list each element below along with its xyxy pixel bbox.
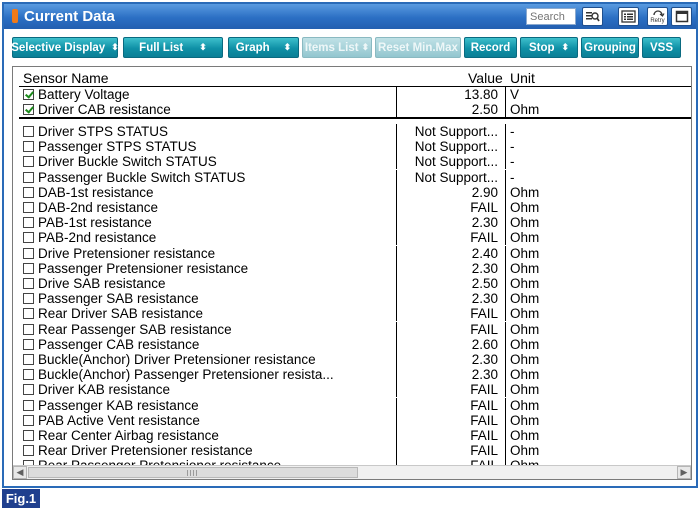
search-list-icon[interactable] — [582, 7, 603, 26]
column-divider — [505, 428, 506, 443]
row-checkbox[interactable] — [23, 324, 34, 335]
table-row[interactable] — [13, 413, 691, 428]
table-row[interactable] — [13, 154, 691, 169]
vss-button[interactable] — [642, 37, 681, 58]
sensor-name: Passenger STPS STATUS — [38, 139, 197, 155]
vss-label: VSS — [649, 41, 673, 54]
row-checkbox-checked[interactable] — [23, 89, 34, 100]
window-icon[interactable] — [671, 7, 692, 26]
title-bar — [4, 4, 696, 29]
scrollbar-thumb[interactable] — [28, 467, 358, 478]
sensor-name: Rear Passenger SAB resistance — [38, 321, 232, 337]
column-divider — [505, 398, 506, 413]
sensor-value: FAIL — [470, 306, 498, 322]
header-value[interactable]: Value — [468, 70, 503, 86]
sensor-value: 2.30 — [471, 367, 498, 383]
row-checkbox[interactable] — [23, 430, 34, 441]
column-divider — [505, 367, 506, 382]
sensor-name: Passenger KAB resistance — [38, 397, 199, 413]
sensor-unit: Ohm — [510, 184, 540, 200]
graph-label: Graph — [235, 41, 270, 54]
table-row[interactable] — [13, 215, 691, 230]
table-row[interactable] — [13, 230, 691, 245]
sensor-unit: Ohm — [510, 291, 540, 307]
table-row[interactable] — [13, 352, 691, 367]
sensor-unit: Ohm — [510, 215, 540, 231]
row-checkbox[interactable] — [23, 415, 34, 426]
sensor-value: FAIL — [470, 230, 498, 246]
sensor-name: Drive SAB resistance — [38, 276, 166, 291]
sensor-value: Not Support... — [414, 169, 498, 185]
row-checkbox[interactable] — [23, 126, 34, 137]
column-divider — [505, 306, 506, 321]
sensor-value: Not Support... — [414, 154, 498, 170]
row-checkbox[interactable] — [23, 339, 34, 350]
row-checkbox[interactable] — [23, 217, 34, 228]
row-checkbox[interactable] — [23, 384, 34, 395]
sensor-unit: Ohm — [510, 412, 540, 428]
sensor-value: Not Support... — [414, 139, 498, 155]
row-checkbox[interactable] — [23, 400, 34, 411]
sensor-value: 2.30 — [471, 260, 498, 276]
sensor-value: 2.60 — [471, 336, 498, 352]
sensor-value: 2.30 — [471, 215, 498, 231]
sensor-name: Rear Driver SAB resistance — [38, 306, 204, 322]
retry-icon[interactable] — [647, 7, 668, 26]
sensor-unit: - — [510, 154, 515, 170]
sensor-unit: Ohm — [510, 367, 540, 383]
table-row[interactable] — [13, 443, 691, 458]
column-divider — [505, 139, 506, 154]
row-checkbox[interactable] — [23, 369, 34, 380]
row-checkbox[interactable] — [23, 278, 34, 289]
sensor-name: Buckle(Anchor) Passenger Pretensioner resista... — [38, 367, 334, 383]
table-row[interactable] — [13, 337, 691, 352]
record-button[interactable] — [464, 37, 517, 58]
column-divider — [505, 230, 506, 245]
scroll-right-icon[interactable]: ▶ — [677, 466, 691, 479]
stop-button[interactable] — [520, 37, 578, 58]
sensor-data-table — [12, 66, 692, 480]
sensor-unit: Ohm — [510, 428, 540, 443]
column-divider — [505, 154, 506, 169]
row-checkbox[interactable] — [23, 156, 34, 167]
sensor-value: 2.50 — [471, 102, 498, 117]
sensor-name: PAB-1st resistance — [38, 215, 152, 231]
table-row[interactable] — [13, 124, 691, 139]
row-checkbox[interactable] — [23, 202, 34, 213]
sensor-unit: Ohm — [510, 230, 540, 246]
sensor-name: Passenger SAB resistance — [38, 291, 199, 307]
selective-display-button[interactable] — [12, 37, 118, 58]
sensor-value: FAIL — [470, 397, 498, 413]
table-row[interactable] — [13, 185, 691, 200]
graph-button[interactable] — [228, 37, 299, 58]
horizontal-scrollbar[interactable] — [13, 465, 691, 479]
column-divider — [505, 337, 506, 352]
column-divider — [505, 246, 506, 261]
column-divider — [505, 124, 506, 139]
toolbar — [12, 37, 692, 59]
sensor-name: Rear Driver Pretensioner resistance — [38, 443, 253, 459]
search-input[interactable] — [526, 8, 576, 25]
retry-label: Retry — [650, 18, 665, 24]
column-divider — [505, 322, 506, 337]
table-row[interactable] — [13, 200, 691, 215]
sensor-value: FAIL — [470, 412, 498, 428]
sensor-name: Driver CAB resistance — [38, 102, 171, 117]
column-divider — [505, 382, 506, 397]
sensor-name: DAB-2nd resistance — [38, 200, 159, 215]
table-row[interactable] — [13, 170, 691, 185]
app-marker-icon — [12, 9, 18, 23]
column-divider — [505, 215, 506, 230]
table-row[interactable] — [13, 261, 691, 276]
full-list-label: Full List — [139, 41, 184, 54]
reset-minmax-button[interactable] — [375, 37, 461, 58]
header-unit[interactable]: Unit — [510, 70, 535, 86]
row-checkbox[interactable] — [23, 293, 34, 304]
row-checkbox[interactable] — [23, 172, 34, 183]
grip-icon — [187, 470, 199, 476]
sensor-name: Drive Pretensioner resistance — [38, 245, 216, 261]
sensor-unit: - — [510, 169, 515, 185]
items-list-label: Items List — [304, 41, 359, 54]
row-checkbox[interactable] — [23, 263, 34, 274]
updown-icon: ⬍ — [111, 42, 119, 52]
row-checkbox[interactable] — [23, 141, 34, 152]
row-checkbox[interactable] — [23, 248, 34, 259]
full-list-button[interactable] — [123, 37, 223, 58]
table-row[interactable] — [13, 367, 691, 382]
sensor-name: PAB-2nd resistance — [38, 230, 157, 246]
sensor-name: Driver STPS STATUS — [38, 124, 169, 139]
sensor-name: Driver Buckle Switch STATUS — [38, 154, 217, 170]
column-divider — [505, 443, 506, 458]
sensor-value: 2.50 — [471, 276, 498, 291]
sensor-value: FAIL — [470, 382, 498, 398]
sensor-value: FAIL — [470, 321, 498, 337]
updown-icon: ⬍ — [361, 42, 370, 52]
table-row[interactable] — [13, 428, 691, 443]
grouping-label: Grouping — [584, 41, 636, 54]
selection-divider — [19, 117, 691, 119]
column-divider — [505, 185, 506, 200]
sensor-value: FAIL — [470, 428, 498, 443]
updown-icon: ⬍ — [561, 42, 570, 52]
sensor-unit: V — [510, 87, 520, 102]
updown-icon: ⬍ — [283, 42, 292, 52]
sensor-name: Driver KAB resistance — [38, 382, 171, 398]
column-divider — [505, 261, 506, 276]
sensor-unit: Ohm — [510, 336, 540, 352]
sensor-unit: Ohm — [510, 245, 540, 261]
sensor-name: Passenger Pretensioner resistance — [38, 260, 249, 276]
column-divider — [505, 102, 506, 117]
stop-label: Stop — [528, 41, 555, 54]
column-divider — [505, 87, 506, 102]
figure-label: Fig.1 — [2, 489, 40, 508]
table-row[interactable] — [13, 139, 691, 154]
items-list-button[interactable] — [302, 37, 372, 58]
table-row[interactable] — [13, 382, 691, 397]
sensor-unit: Ohm — [510, 102, 540, 117]
sensor-value: 2.30 — [471, 291, 498, 307]
sensor-unit: Ohm — [510, 443, 540, 459]
row-checkbox-checked[interactable] — [23, 104, 34, 115]
table-row[interactable] — [13, 276, 691, 291]
list-view-icon[interactable] — [618, 7, 639, 26]
window-title: Current Data — [24, 8, 115, 25]
row-checkbox[interactable] — [23, 354, 34, 365]
column-divider — [505, 291, 506, 306]
sensor-unit: Ohm — [510, 397, 540, 413]
column-divider — [505, 170, 506, 185]
record-label: Record — [470, 41, 511, 54]
sensor-value: FAIL — [470, 200, 498, 215]
scroll-left-icon[interactable]: ◀ — [13, 466, 27, 479]
row-checkbox[interactable] — [23, 445, 34, 456]
table-row[interactable] — [13, 306, 691, 321]
sensor-name: Rear Center Airbag resistance — [38, 428, 219, 443]
sensor-unit: - — [510, 139, 515, 155]
sensor-value: 2.30 — [471, 352, 498, 367]
table-header — [13, 69, 691, 86]
sensor-unit: Ohm — [510, 260, 540, 276]
sensor-name: Buckle(Anchor) Driver Pretensioner resistance — [38, 352, 316, 367]
table-row[interactable] — [13, 322, 691, 337]
row-checkbox[interactable] — [23, 187, 34, 198]
table-row[interactable] — [13, 87, 691, 102]
reset-minmax-label: Reset Min.Max — [378, 41, 458, 54]
column-divider — [505, 352, 506, 367]
grouping-button[interactable] — [581, 37, 639, 58]
sensor-name: Battery Voltage — [38, 87, 130, 102]
sensor-value: FAIL — [470, 443, 498, 459]
sensor-name: Passenger Buckle Switch STATUS — [38, 169, 246, 185]
column-divider — [505, 200, 506, 215]
sensor-name: DAB-1st resistance — [38, 184, 154, 200]
row-checkbox[interactable] — [23, 232, 34, 243]
sensor-unit: Ohm — [510, 382, 540, 398]
sensor-value: Not Support... — [414, 124, 498, 139]
table-row[interactable] — [13, 246, 691, 261]
sensor-unit: Ohm — [510, 276, 540, 291]
row-checkbox[interactable] — [23, 308, 34, 319]
current-data-window — [2, 2, 698, 488]
column-divider — [505, 276, 506, 291]
table-row[interactable] — [13, 291, 691, 306]
column-divider — [505, 413, 506, 428]
table-row[interactable] — [13, 102, 691, 117]
sensor-unit: Ohm — [510, 306, 540, 322]
sensor-name: Passenger CAB resistance — [38, 336, 200, 352]
sensor-unit: Ohm — [510, 321, 540, 337]
header-sensor-name[interactable]: Sensor Name — [23, 70, 109, 86]
updown-icon: ⬍ — [199, 42, 207, 52]
sensor-name: PAB Active Vent resistance — [38, 412, 200, 428]
sensor-unit: Ohm — [510, 200, 540, 215]
selective-display-label: Selective Display — [11, 41, 106, 54]
sensor-unit: - — [510, 124, 515, 139]
sensor-unit: Ohm — [510, 352, 540, 367]
sensor-value: 2.40 — [471, 245, 498, 261]
table-row[interactable] — [13, 398, 691, 413]
sensor-value: 13.80 — [464, 87, 498, 102]
sensor-value: 2.90 — [471, 184, 498, 200]
